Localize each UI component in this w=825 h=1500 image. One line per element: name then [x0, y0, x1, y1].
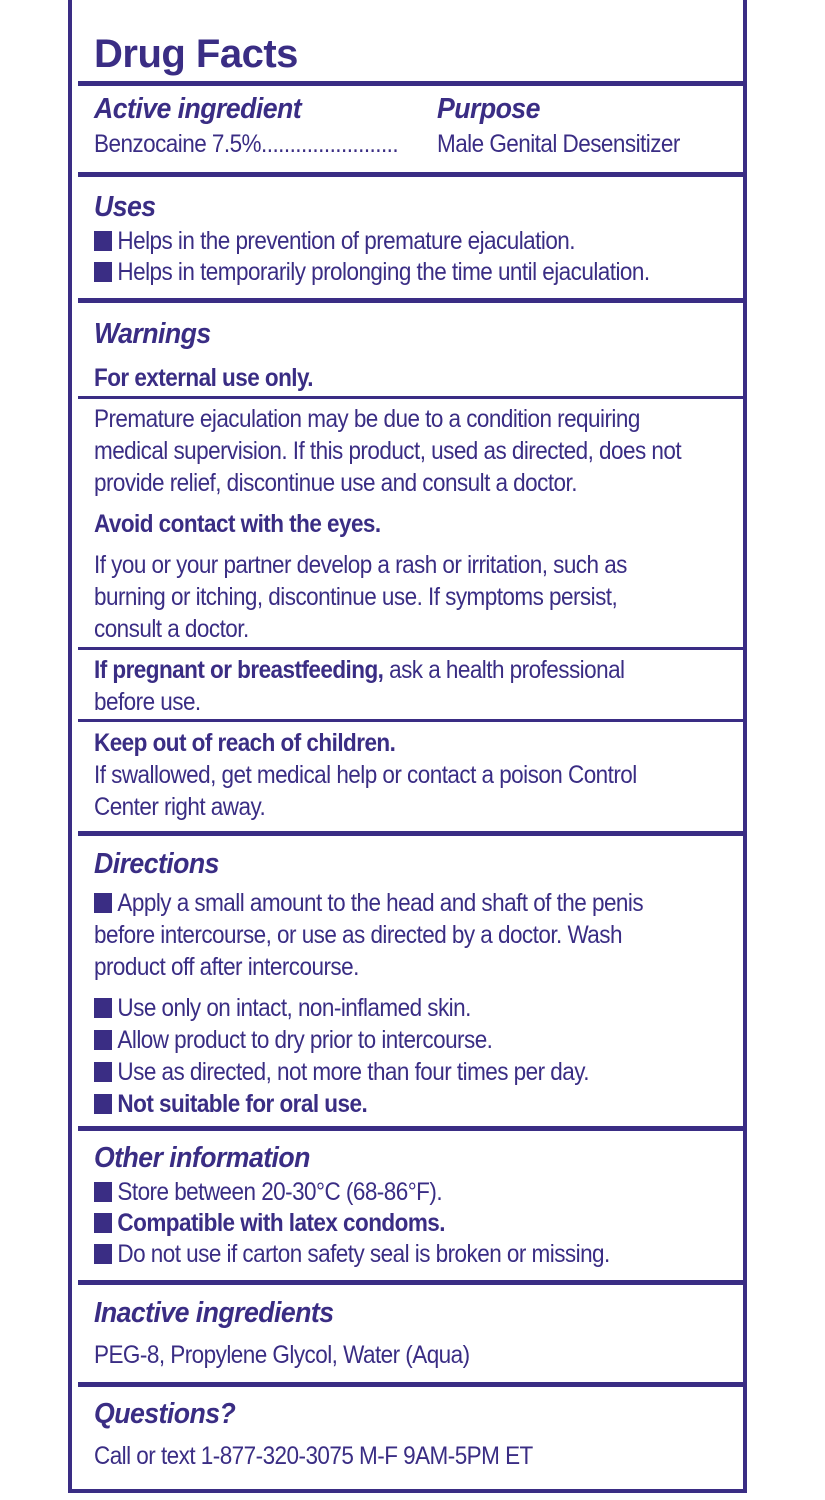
square-bullet-icon: [94, 998, 112, 1018]
direction-text: before intercourse, or use as directed by a doctor. Wash: [94, 921, 622, 949]
warnings-heading: Warnings: [94, 318, 211, 350]
list-item: Store between 20-30°C (68-86°F).: [94, 1176, 442, 1208]
divider: [78, 719, 743, 722]
pregnant-warning: If pregnant or breastfeeding, ask a health professional: [94, 656, 625, 684]
square-bullet-icon: [94, 1213, 112, 1233]
active-ingredient-heading: Active ingredient: [94, 93, 302, 125]
square-bullet-icon: [94, 1030, 112, 1050]
divider: [78, 172, 743, 177]
list-item: Apply a small amount to the head and shaft of the penis: [94, 887, 643, 919]
divider: [78, 81, 743, 86]
list-item: Allow product to dry prior to intercourse.: [94, 1024, 492, 1056]
list-item: Compatible with latex condoms.: [94, 1207, 445, 1239]
divider: [78, 831, 743, 836]
questions-contact-text: Call or text 1-877-320-3075 M-F 9AM-5PM ET: [94, 1442, 533, 1470]
warning-text: consult a doctor.: [94, 615, 249, 643]
divider: [78, 396, 743, 399]
ingredient-purpose: Male Genital Desensitizer: [437, 130, 680, 158]
questions-heading: Questions?: [94, 1398, 236, 1430]
square-bullet-icon: [94, 1182, 112, 1202]
square-bullet-icon: [94, 262, 112, 282]
ingredient-name: Benzocaine 7.5%: [94, 130, 262, 158]
list-item: Helps in temporarily prolonging the time until ejaculation.: [94, 256, 650, 288]
drug-facts-panel: [68, 0, 747, 1493]
square-bullet-icon: [94, 893, 112, 913]
active-ingredient-row: [94, 128, 398, 160]
warning-text: provide relief, discontinue use and consult a doctor.: [94, 469, 577, 497]
children-warning-label: Keep out of reach of children.: [94, 729, 396, 757]
uses-heading: Uses: [94, 191, 156, 223]
inactive-ingredients-text: PEG-8, Propylene Glycol, Water (Aqua): [94, 1341, 470, 1369]
warning-text: Premature ejaculation may be due to a condition requiring: [94, 405, 640, 433]
directions-heading: Directions: [94, 848, 219, 880]
warning-text: medical supervision. If this product, used as directed, does not: [94, 437, 682, 465]
inactive-ingredients-heading: Inactive ingredients: [94, 1297, 334, 1329]
page-title: Drug Facts: [94, 32, 298, 76]
list-item: Helps in the prevention of premature ejaculation.: [94, 225, 575, 257]
warning-text: burning or itching, discontinue use. If symptoms persist,: [94, 583, 618, 611]
square-bullet-icon: [94, 1244, 112, 1264]
list-item: Not suitable for oral use.: [94, 1088, 367, 1120]
list-item: Do not use if carton safety seal is broken or missing.: [94, 1238, 610, 1270]
warning-text: before use.: [94, 688, 201, 716]
square-bullet-icon: [94, 231, 112, 251]
leader-dots: ........................: [261, 130, 399, 158]
direction-text: product off after intercourse.: [94, 953, 359, 981]
eyes-warning-label: Avoid contact with the eyes.: [94, 510, 381, 538]
warning-text: If you or your partner develop a rash or irritation, such as: [94, 551, 627, 579]
divider: [78, 298, 743, 303]
divider: [78, 1280, 743, 1285]
warning-text: If swallowed, get medical help or contact a poison Control: [94, 761, 637, 789]
divider: [78, 1382, 743, 1387]
divider: [78, 647, 743, 650]
square-bullet-icon: [94, 1062, 112, 1082]
square-bullet-icon: [94, 1094, 112, 1114]
list-item: Use as directed, not more than four times per day.: [94, 1056, 589, 1088]
external-use-label: For external use only.: [94, 364, 314, 392]
purpose-heading: Purpose: [437, 93, 540, 125]
other-information-heading: Other information: [94, 1142, 310, 1174]
list-item: Use only on intact, non-inflamed skin.: [94, 992, 471, 1024]
divider: [78, 1126, 743, 1131]
warning-text: Center right away.: [94, 793, 266, 821]
